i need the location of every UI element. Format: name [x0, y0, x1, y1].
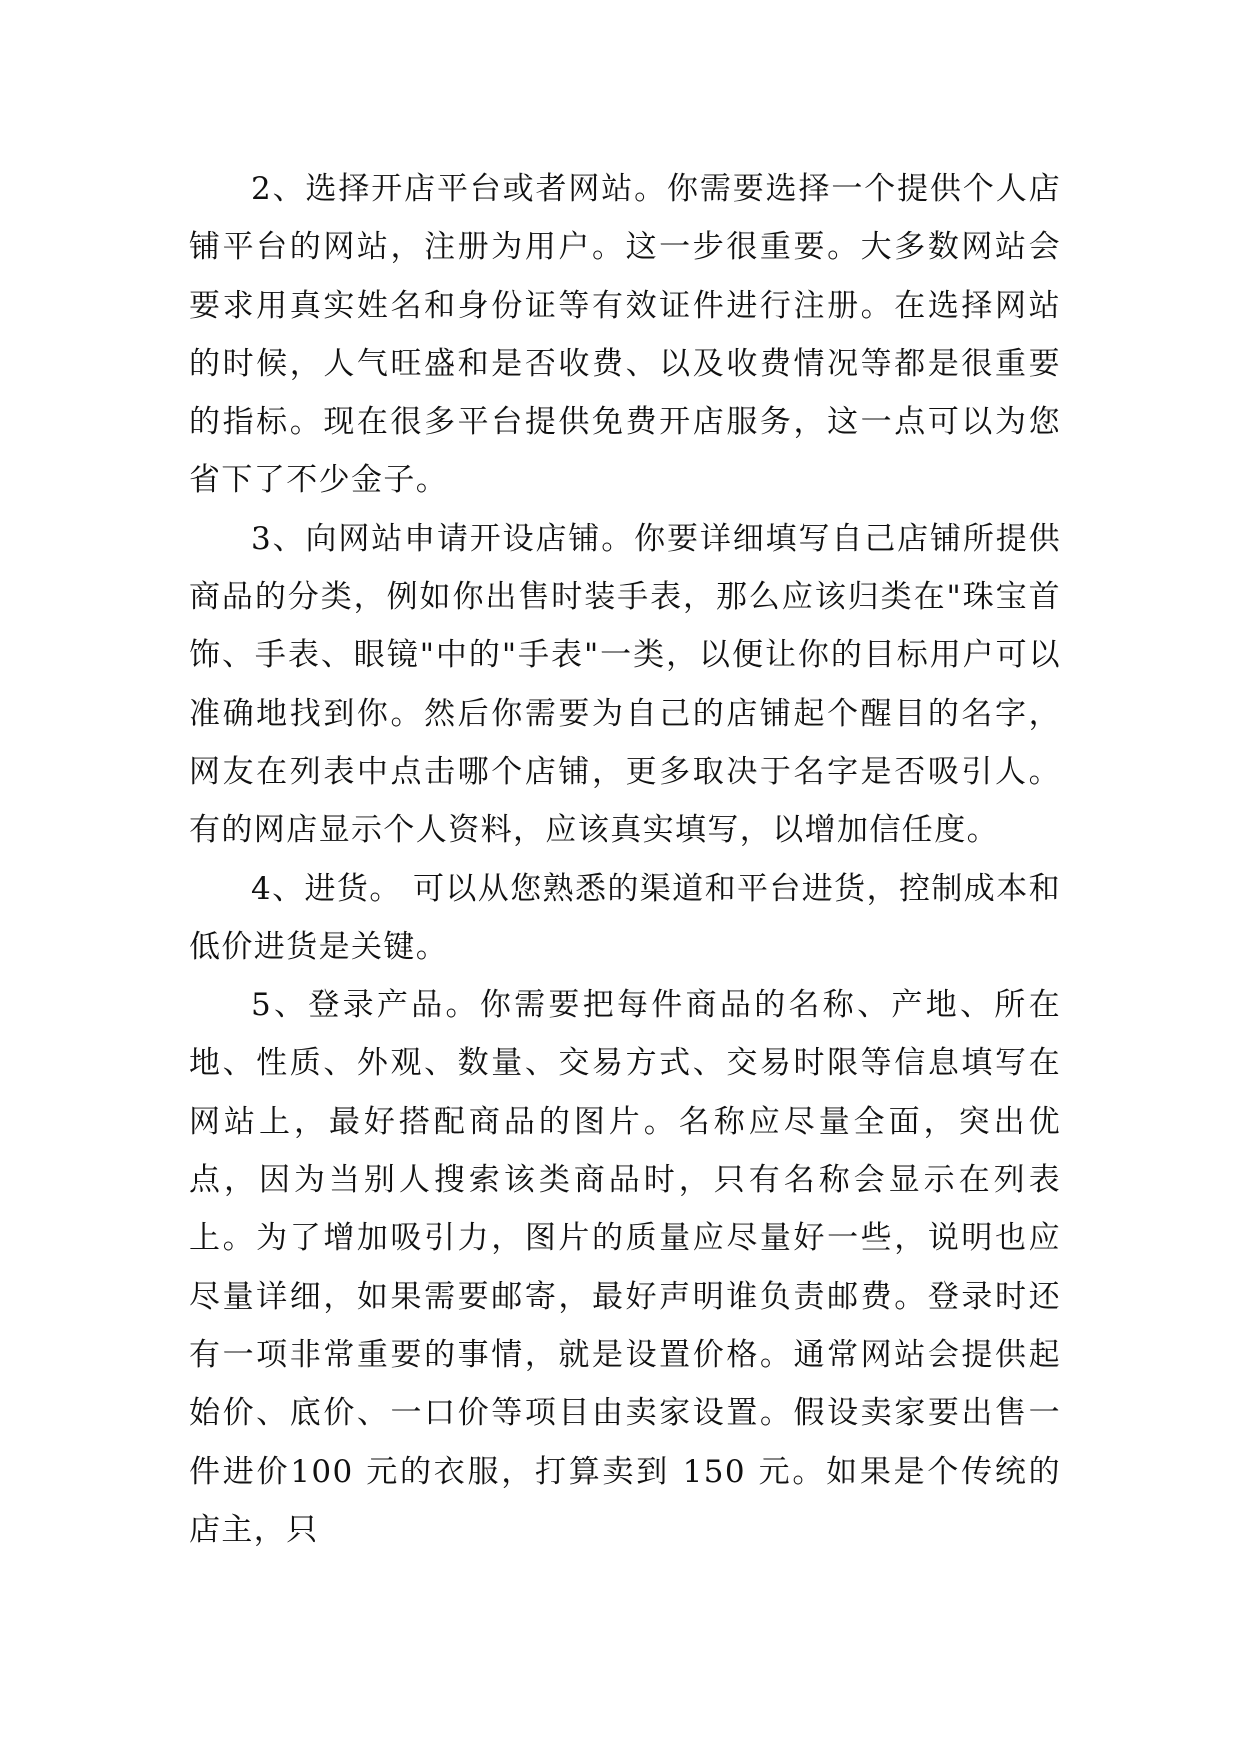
paragraph-step-5: 5、登录产品。你需要把每件商品的名称、产地、所在地、性质、外观、数量、交易方式、交易时限等信息填写在网站上，最好搭配商品的图片。名称应尽量全面，突出优点，因为当别人搜索该类商品时，只有名称会显示在列表上。为了增加吸引力，图片的质量应尽量好一些，说明也应尽量详细，如果需要邮寄，最好声明谁负责邮费。登录时还有一项非常重要的事情，就是设置价格。通常网站会提供起始价、底价、一口价等项目由卖家设置。假设卖家要出售一件进价100 元的衣服，打算卖到 150 元。如果是个传统的店主，只: [189, 987, 1061, 1548]
paragraph-step-4: 4、进货。 可以从您熟悉的渠道和平台进货，控制成本和低价进货是关键。: [189, 870, 1061, 965]
paragraph-step-2: 2、选择开店平台或者网站。你需要选择一个提供个人店铺平台的网站，注册为用户。这一步很重要。大多数网站会要求用真实姓名和身份证等有效证件进行注册。在选择网站的时候，人气旺盛和是否收费、以及收费情况等都是很重要的指标。现在很多平台提供免费开店服务，这一点可以为您省下了不少金子。: [189, 171, 1061, 499]
body-text: [189, 160, 1061, 1559]
paragraph-step-3: 3、向网站申请开设店铺。你要详细填写自己店铺所提供商品的分类，例如你出售时装手表，那么应该归类在"珠宝首饰、手表、眼镜"中的"手表"一类，以便让你的目标用户可以准确地找到你。然后你需要为自己的店铺起个醒目的名字，网友在列表中点击哪个店铺，更多取决于名字是否吸引人。有的网店显示个人资料，应该真实填写，以增加信任度。: [189, 520, 1061, 849]
